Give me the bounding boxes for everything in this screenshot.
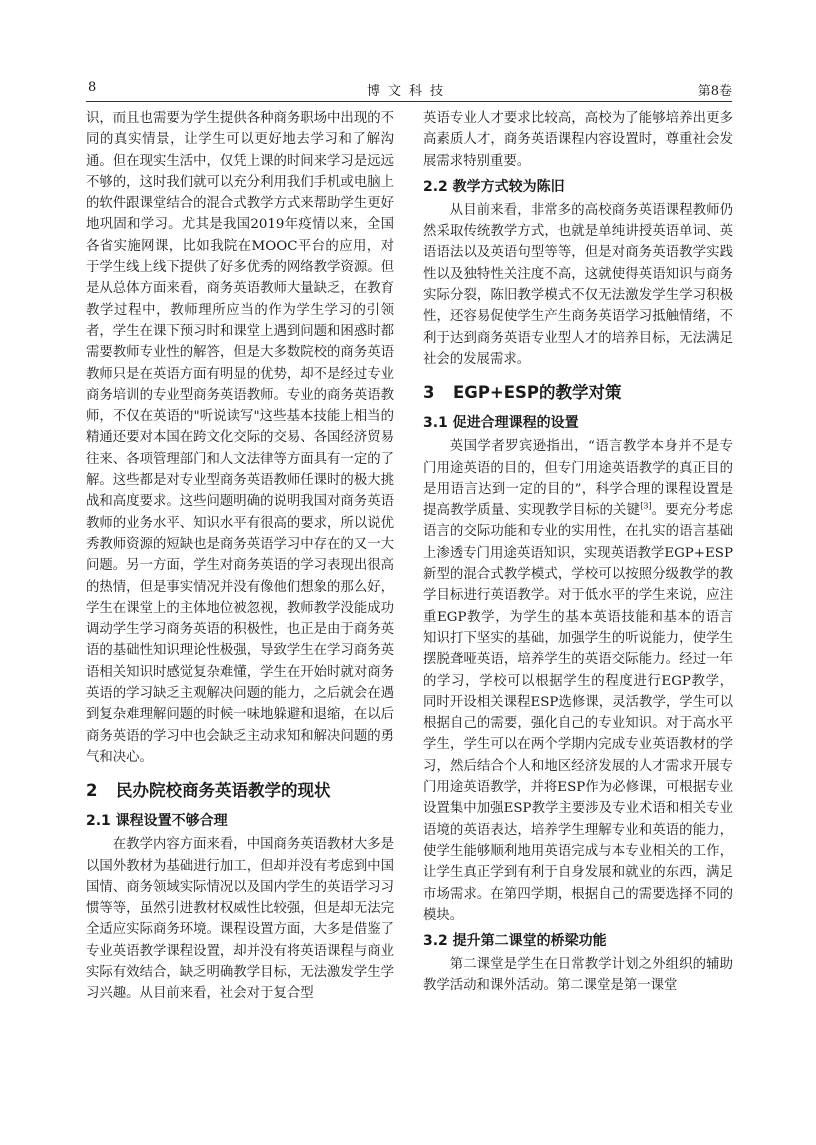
right-column bbox=[423, 108, 733, 997]
section-3-heading bbox=[423, 382, 733, 404]
page-number: 8 bbox=[88, 80, 97, 95]
paragraph-2-1-continued: 英语专业人才要求比较高，高校为了能够培养出更多高素质人才，商务英语课程内容设置时，尊重社会发展需求特别重要。 bbox=[423, 111, 733, 169]
section-2-2-heading: 2.2 教学方式较为陈旧 bbox=[423, 178, 565, 195]
left-column bbox=[86, 108, 394, 1005]
paragraph-3-1-part-b: 。要充分考虑语言的交际功能和专业的实用性，在扎实的语言基础上渗透专门用途英语知识，实现英语教学EGP+ESP新型的混合式教学模式，学校可以按照分级教学的教学目标进行英语教学。对于低水平的学生来说，应注重EGP教学，为学生的基本英语技能和基本的语言知识打下坚实的基础，加强学生的听说能力，使学生摆脱聋哑英语，培养学生的英语交际能力。经过一年的学习，学校可以根据学生的程度进行EGP教学，同时开设相关课程ESP选修课，灵活教学，学生可以根据自己的需要，强化自己的专业知识。对于高水平学生，学生可以在两个学期内完成专业英语教材的学习，然后结合个人和地区经济发展的人才需求开展专门用途英语教学，并将ESP作为必修课，可根据专业设置集中加强ESP教学主要涉及专业术语和相关专业语境的英语表达，培养学生理解专业和英语的能力，使学生能够顺利地用英语完成与本专业相关的工作，让学生真正学到有利于自身发展和就业的东西，满足市场需求。在第四学期，根据自己的需要选择不同的模块。 bbox=[423, 503, 733, 923]
paragraph-2-2: 从目前来看，非常多的高校商务英语课程教师仍然采取传统教学方式，也就是单纯讲授英语单词、英语语法以及英语句型等等，但是对商务英语教学实践性以及独特性关注度不高，这就使得英语知识与商务实际分裂，陈旧教学模式不仅无法激发学生学习积极性，还容易促使学生产生商务英语学习抵触情绪，不利于达到商务英语专业型人才的培养目标，无法满足社会的发展需求。 bbox=[423, 202, 733, 367]
section-3-1-heading: 3.1 促进合理课程的设置 bbox=[423, 415, 579, 432]
section-3-title: EGP+ESP的教学对策 bbox=[453, 383, 622, 403]
header-rule bbox=[86, 101, 732, 102]
section-3-2-heading: 3.2 提升第二课堂的桥梁功能 bbox=[423, 933, 607, 950]
paragraph-3-2: 第二课堂是学生在日常教学计划之外组织的辅助教学活动和课外活动。第二课堂是第一课堂 bbox=[423, 957, 733, 994]
running-header bbox=[86, 80, 732, 100]
section-2-1-heading: 2.1 课程设置不够合理 bbox=[86, 813, 228, 830]
section-2-heading bbox=[86, 780, 394, 802]
journal-title: 博文科技 bbox=[366, 84, 451, 99]
section-3-number: 3 bbox=[423, 383, 435, 403]
section-2-title: 民办院校商务英语教学的现状 bbox=[116, 781, 331, 801]
paragraph-3-1-part-a: 英国学者罗宾逊指出，“语言教学本身并不是专门用途英语的目的，但专门用途英语教学的真正目的是用语言达到一定的目的”，科学合理的课程设置是提高教学质量、实现教学目标的关键 bbox=[423, 439, 733, 519]
paragraph-2-1: 在教学内容方面来看，中国商务英语教材大多是以国外教材为基础进行加工，但却并没有考虑到中国国情、商务领域实际情况以及国内学生的英语学习习惯等等，虽然引进教材权威性比较强，但是却无法完全适应实际商务环境。课程设置方面，大多是借鉴了专业英语教学课程设置，却并没有将英语课程与商业实际有效结合，缺乏明确教学目标，无法激发学生学习兴趣。从目前来看，社会对于复合型 bbox=[86, 837, 394, 1002]
paragraph-3-1 bbox=[423, 436, 733, 926]
citation-ref: [3] bbox=[640, 501, 652, 511]
volume-label: 第8卷 bbox=[697, 84, 732, 99]
paragraph-continued: 识，而且也需要为学生提供各种商务职场中出现的不同的真实情景，让学生可以更好地去学习和了解沟通。但在现实生活中，仅凭上课的时间来学习是远远不够的，这时我们就可以充分利用我们手机或电脑上的软件跟课堂结合的混合式教学方式来帮助学生更好地巩固和学习。尤其是我国2019年疫情以来，全国各省实施网课，比如我院在MOOC平台的应用，对于学生线上线下提供了好多优秀的网络教学资源。但是从总体方面来看，商务英语教师大量缺乏，在教育教学过程中，教师理所应当的作为学生学习的引领者，学生在课下预习时和课堂上遇到问题和困惑时都需要教师专业性的解答，但是大多数院校的商务英语教师只是在英语方面有明显的优势，却不是经过专业商务培训的专业型商务英语教师。专业的商务英语教师，不仅在英语的"听说读写"这些基本技能上相当的精通还要对本国在跨文化交际的交易、各国经济贸易往来、各项管理部门和人文法律等方面具有一定的了解。这些都是对专业型商务英语教师任课时的极大挑战和高度要求。这些问题明确的说明我国对商务英语教师的业务水平、知识水平有很高的要求，所以说优秀教师资源的短缺也是商务英语学习中存在的又一大问题。另一方面，学生对商务英语的学习表现出很高的热情，但是事实情况并没有像他们想象的那么好，学生在课堂上的主体地位被忽视，教师教学没能成功调动学生学习商务英语的积极性，也正是由于商务英语的基础性知识理论性极强，导致学生在学习商务英语相关知识时感觉复杂难懂，学生在开始时就对商务英语的学习缺乏主观解决问题的能力，之后就会在遇到复杂难理解问题的时候一味地躲避和退缩，在以后商务英语的学习中也会缺乏主动求知和解决问题的勇气和决心。 bbox=[86, 111, 394, 765]
section-2-number: 2 bbox=[86, 781, 98, 801]
